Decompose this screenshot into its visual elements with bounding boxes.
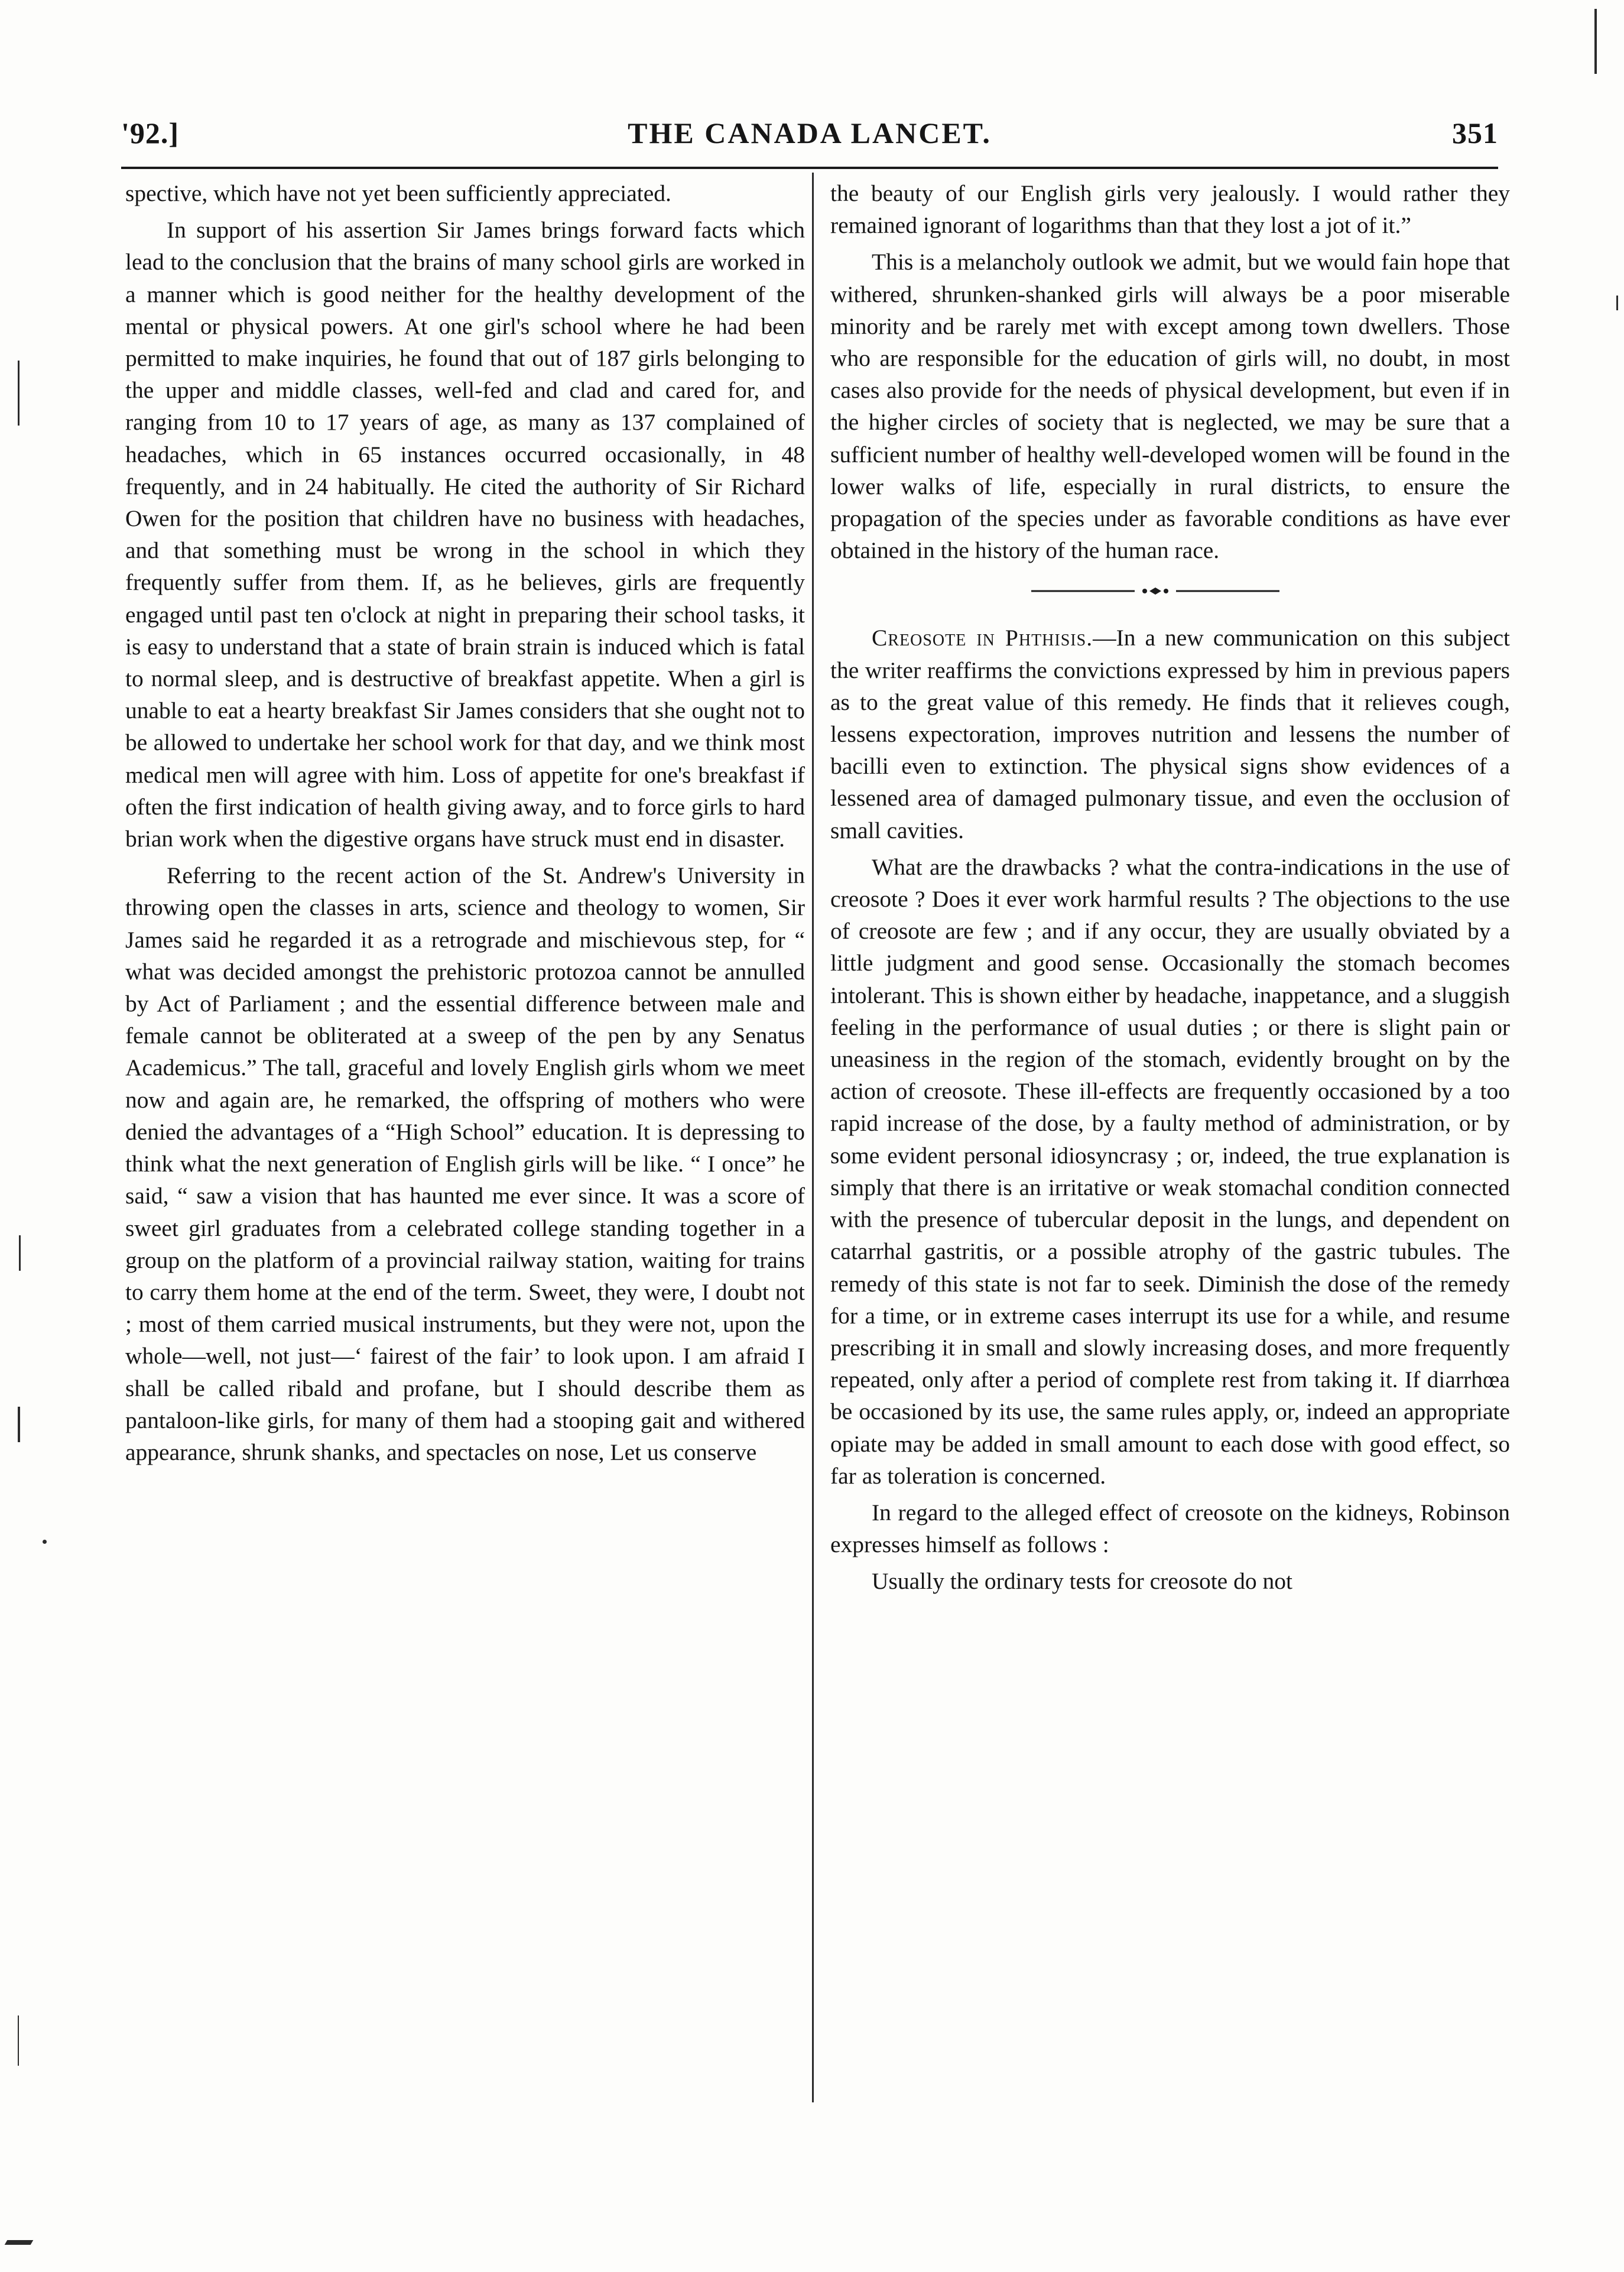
rule-ornament-icon [1031,585,1279,597]
left-column [125,177,805,1468]
margin-scan-mark [18,1407,20,1442]
section-divider [830,577,1510,604]
margin-scan-mark [19,1235,21,1271]
column-divider [812,173,814,2102]
paragraph: What are the drawbacks ? what the contra-indications in the use of creosote ? Does it ever work harmful results ? The objections to the use of creosote are few ; and if any occur, they are usually obviated by a little judgment and good sense. Occasionally the stomach becomes intolerant. This is shown either by headache, inappetance, and a sluggish feeling in the performance of usual duties ; or there is slight pain or uneasiness in the region of the stomach, evidently brought on by the action of creosote. These ill-effects are frequently occasioned by a too rapid increase of the dose, by a faulty method of administration, or by some evident personal idiosyncrasy ; or, indeed, the true explanation is simply that there is an irritative or weak stomachal condition connected with the presence of tubercular deposit in the lungs, and dependent on catarrhal gastritis, or a possible atrophy of the gastric tubules. The remedy of this state is not far to seek. Diminish the dose of the remedy for a time, or in extreme cases interrupt its use for a while, and resume prescribing it in small and slowly increasing doses, and more frequently repeated, only after a period of complete rest from taking it. If diarrhœa be occasioned by its use, the same rules apply, or, indeed an appropriate opiate may be added in small amount to each dose with good effect, so far as toleration is concerned. [830,853,1510,1489]
header-year: '92.] [121,116,180,150]
right-column [830,177,1510,1598]
corner-scan-mark [5,2240,34,2245]
header-rule [121,167,1498,169]
page-number: 351 [1452,116,1498,150]
margin-scan-mark [43,1540,47,1544]
journal-title: THE CANADA LANCET. [628,116,992,150]
paragraph: the beauty of our English girls very jealously. I would rather they remained ignorant of logarithms than that they lost a jot of it.” [830,180,1510,239]
running-header [121,116,1498,163]
paragraph: Referring to the recent action of the St. Andrew's University in throwing open the classes in arts, science and theology to women, Sir James said he regarded it as a retrograde and mischievous step, for “ what was decided amongst the prehistoric protozoa cannot be annulled by Act of Parliament ; and the essential difference between male and female cannot be obliterated at a sweep of the pen by any Senatus Academicus.” The tall, graceful and lovely English girls whom we meet now and again are, he remarked, the offspring of mothers who were denied the advantages of a “High School” education. It is depressing to think what the next generation of English girls will be like. “ I once” he said, “ saw a vision that has haunted me ever since. It was a score of sweet girl graduates from a celebrated college standing together in a group on the platform of a provincial railway station, waiting for trains to carry them home at the end of the term. Sweet, they were, I doubt not ; most of them carried musical instruments, but they were not, upon the whole—well, not just—‘ fairest of the fair’ to look upon. I am afraid I shall be called ribald and profane, but I should describe them as pantaloon-like girls, for many of them had a stooping gait and withered appearance, shrunk shanks, and spectacles on nose, Let us conserve [125,862,805,1465]
article-paragraph [830,622,1510,846]
article-heading: Creosote in Phthisis. [872,625,1093,651]
paragraph: Usually the ordinary tests for creosote do not [872,1568,1292,1595]
margin-scan-mark [18,2015,19,2066]
paragraph: In regard to the alleged effect of creosote on the kidneys, Robinson expresses himself as follows : [830,1499,1510,1558]
margin-scan-mark [18,361,20,426]
paragraph: spective, which have not yet been sufficiently appreciated. [125,180,671,206]
article-text: —In a new communication on this subject the writer reaffirms the convictions expressed by him in previous papers as to the great value of this remedy. He finds that it relieves cough, lessens expectoration, improves nutrition and lessens the number of bacilli even to extinction. The physical signs show evidences of a lessened area of damaged pulmonary tissue, and even the occlusion of small cavities. [830,625,1510,843]
paragraph: In support of his assertion Sir James brings forward facts which lead to the conclusion that the brains of many school girls are worked in a manner which is good neither for the healthy development of the mental or physical powers. At one girl's school where he had been permitted to make inquiries, he found that out of 187 girls belonging to the upper and middle classes, well-fed and clad and cared for, and ranging from 10 to 17 years of age, as many as 137 complained of headaches, which in 65 instances occurred occasionally, in 48 frequently, and in 24 habitually. He cited the authority of Sir Richard Owen for the position that children have no business with headaches, and that something must be wrong in the school in which they frequently suffer from them. If, as he believes, girls are frequently engaged until past ten o'clock at night in preparing their school tasks, it is easy to understand that a state of brain strain is induced which is fatal to normal sleep, and is destructive of breakfast appetite. When a girl is unable to eat a hearty breakfast Sir James considers that she ought not to be allowed to undertake her school work for that day, and we think most medical men will agree with him. Loss of appetite for one's breakfast if often the first indication of health giving away, and to force girls to hard brian work when the digestive organs have struck must end in disaster. [125,217,805,852]
paragraph: This is a melancholy outlook we admit, but we would fain hope that withered, shrunken-shanked girls will always be a poor miserable minority and be rarely met with except among town dwellers. Those who are responsible for the education of girls will, no doubt, in most cases also provide for the needs of physical development, but even if in the higher circles of society that is neglected, we may be sure that a sufficient number of healthy well-developed women will be found in the lower walks of life, especially in rural districts, to ensure the propagation of the species under as favorable conditions as have ever obtained in the history of the human race. [830,249,1510,564]
margin-scan-mark [1594,9,1597,74]
margin-scan-mark [1616,296,1618,310]
